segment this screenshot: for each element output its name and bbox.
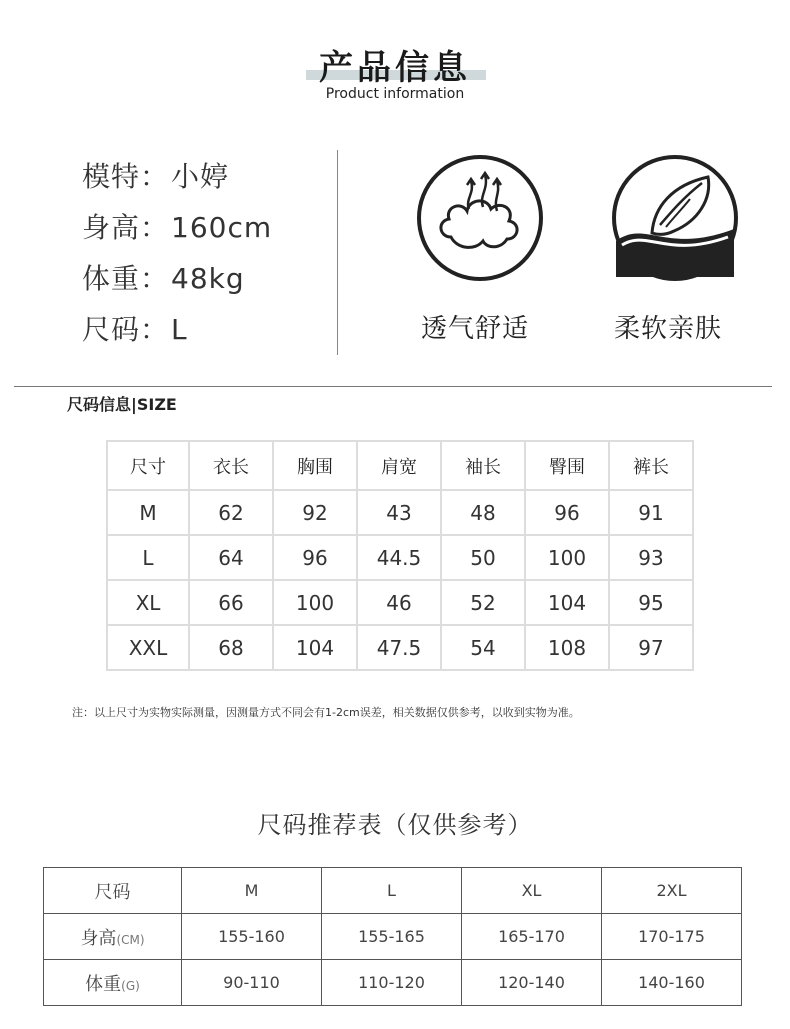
table-row: [107, 535, 693, 580]
table-row: [107, 490, 693, 535]
feature-soft-label: 柔软亲肤: [614, 314, 723, 344]
page-title-wrap: [0, 40, 790, 89]
table-cell: 155-165: [322, 914, 462, 960]
table-cell: 104: [525, 580, 609, 625]
table-cell: 48: [441, 490, 525, 535]
rec-row-label-text: 身高: [80, 927, 117, 949]
table-cell: 170-175: [602, 914, 742, 960]
table-cell: 96: [525, 490, 609, 535]
table-cell: 64: [189, 535, 273, 580]
model-size-label: 尺码：: [82, 313, 170, 346]
model-name: [82, 155, 229, 195]
table-cell: 108: [525, 625, 609, 670]
table-cell: XL: [107, 580, 189, 625]
size-header-cell: 衣长: [189, 441, 273, 490]
table-cell: 96: [273, 535, 357, 580]
size-header-cell: 袖长: [441, 441, 525, 490]
table-cell: 90-110: [182, 960, 322, 1006]
breathable-cloud-icon: [417, 155, 543, 281]
size-header-cell: 肩宽: [357, 441, 441, 490]
table-cell: 47.5: [357, 625, 441, 670]
table-cell: 66: [189, 580, 273, 625]
table-cell: 93: [609, 535, 693, 580]
rec-header-cell: 2XL: [602, 868, 742, 914]
size-section-heading: 尺码信息|SIZE: [67, 395, 177, 414]
table-cell: 110-120: [322, 960, 462, 1006]
table-cell: M: [107, 490, 189, 535]
table-cell: 165-170: [462, 914, 602, 960]
table-cell: 44.5: [357, 535, 441, 580]
section-divider: [14, 386, 772, 387]
measurement-note: 注：以上尺寸为实物实际测量，因测量方式不同会有1-2cm误差，相关数据仅供参考，以收到实物为准。: [72, 706, 580, 719]
table-row: [44, 960, 742, 1006]
table-cell: 50: [441, 535, 525, 580]
table-row: [107, 625, 693, 670]
model-size: [82, 308, 188, 348]
rec-row-label: [44, 960, 182, 1006]
model-weight-value: 48kg: [171, 262, 245, 295]
rec-header-cell: 尺码: [44, 868, 182, 914]
feature-breathable-label: 透气舒适: [421, 314, 530, 344]
model-name-value: 小婷: [171, 160, 230, 193]
rec-header-cell: M: [182, 868, 322, 914]
table-cell: 100: [525, 535, 609, 580]
rec-row-label: [44, 914, 182, 960]
table-cell: 43: [357, 490, 441, 535]
table-cell: 95: [609, 580, 693, 625]
table-cell: 54: [441, 625, 525, 670]
size-header-cell: 尺寸: [107, 441, 189, 490]
soft-feather-icon: [612, 155, 738, 281]
model-weight-label: 体重：: [82, 262, 170, 295]
table-cell: 97: [609, 625, 693, 670]
rec-header-cell: L: [322, 868, 462, 914]
table-cell: 120-140: [462, 960, 602, 1006]
rec-row-unit: (CM): [116, 932, 145, 947]
page-subtitle: Product information: [325, 86, 465, 102]
table-row: [107, 580, 693, 625]
recommendation-header-row: [44, 868, 742, 914]
rec-row-unit: (G): [121, 978, 140, 993]
size-header-cell: 胸围: [273, 441, 357, 490]
model-height-label: 身高：: [82, 211, 170, 244]
table-cell: 62: [189, 490, 273, 535]
size-header-cell: 裤长: [609, 441, 693, 490]
table-cell: 91: [609, 490, 693, 535]
table-cell: L: [107, 535, 189, 580]
table-cell: XXL: [107, 625, 189, 670]
table-cell: 104: [273, 625, 357, 670]
recommendation-title: 尺码推荐表（仅供参考）: [257, 811, 533, 839]
table-cell: 52: [441, 580, 525, 625]
model-height: [82, 206, 272, 246]
table-cell: 140-160: [602, 960, 742, 1006]
rec-row-label-text: 体重: [85, 973, 122, 995]
table-cell: 68: [189, 625, 273, 670]
table-cell: 100: [273, 580, 357, 625]
model-weight: [82, 257, 245, 297]
rec-header-cell: XL: [462, 868, 602, 914]
table-row: [44, 914, 742, 960]
model-height-value: 160cm: [171, 211, 273, 244]
table-cell: 92: [273, 490, 357, 535]
vertical-divider: [337, 150, 338, 355]
page-title: 产品信息: [319, 48, 471, 88]
model-size-value: L: [171, 313, 188, 346]
table-cell: 46: [357, 580, 441, 625]
table-cell: 155-160: [182, 914, 322, 960]
size-header-cell: 臀围: [525, 441, 609, 490]
model-name-label: 模特：: [82, 160, 170, 193]
size-table: [106, 440, 694, 671]
recommendation-table: [43, 867, 742, 1006]
size-table-header-row: [107, 441, 693, 490]
